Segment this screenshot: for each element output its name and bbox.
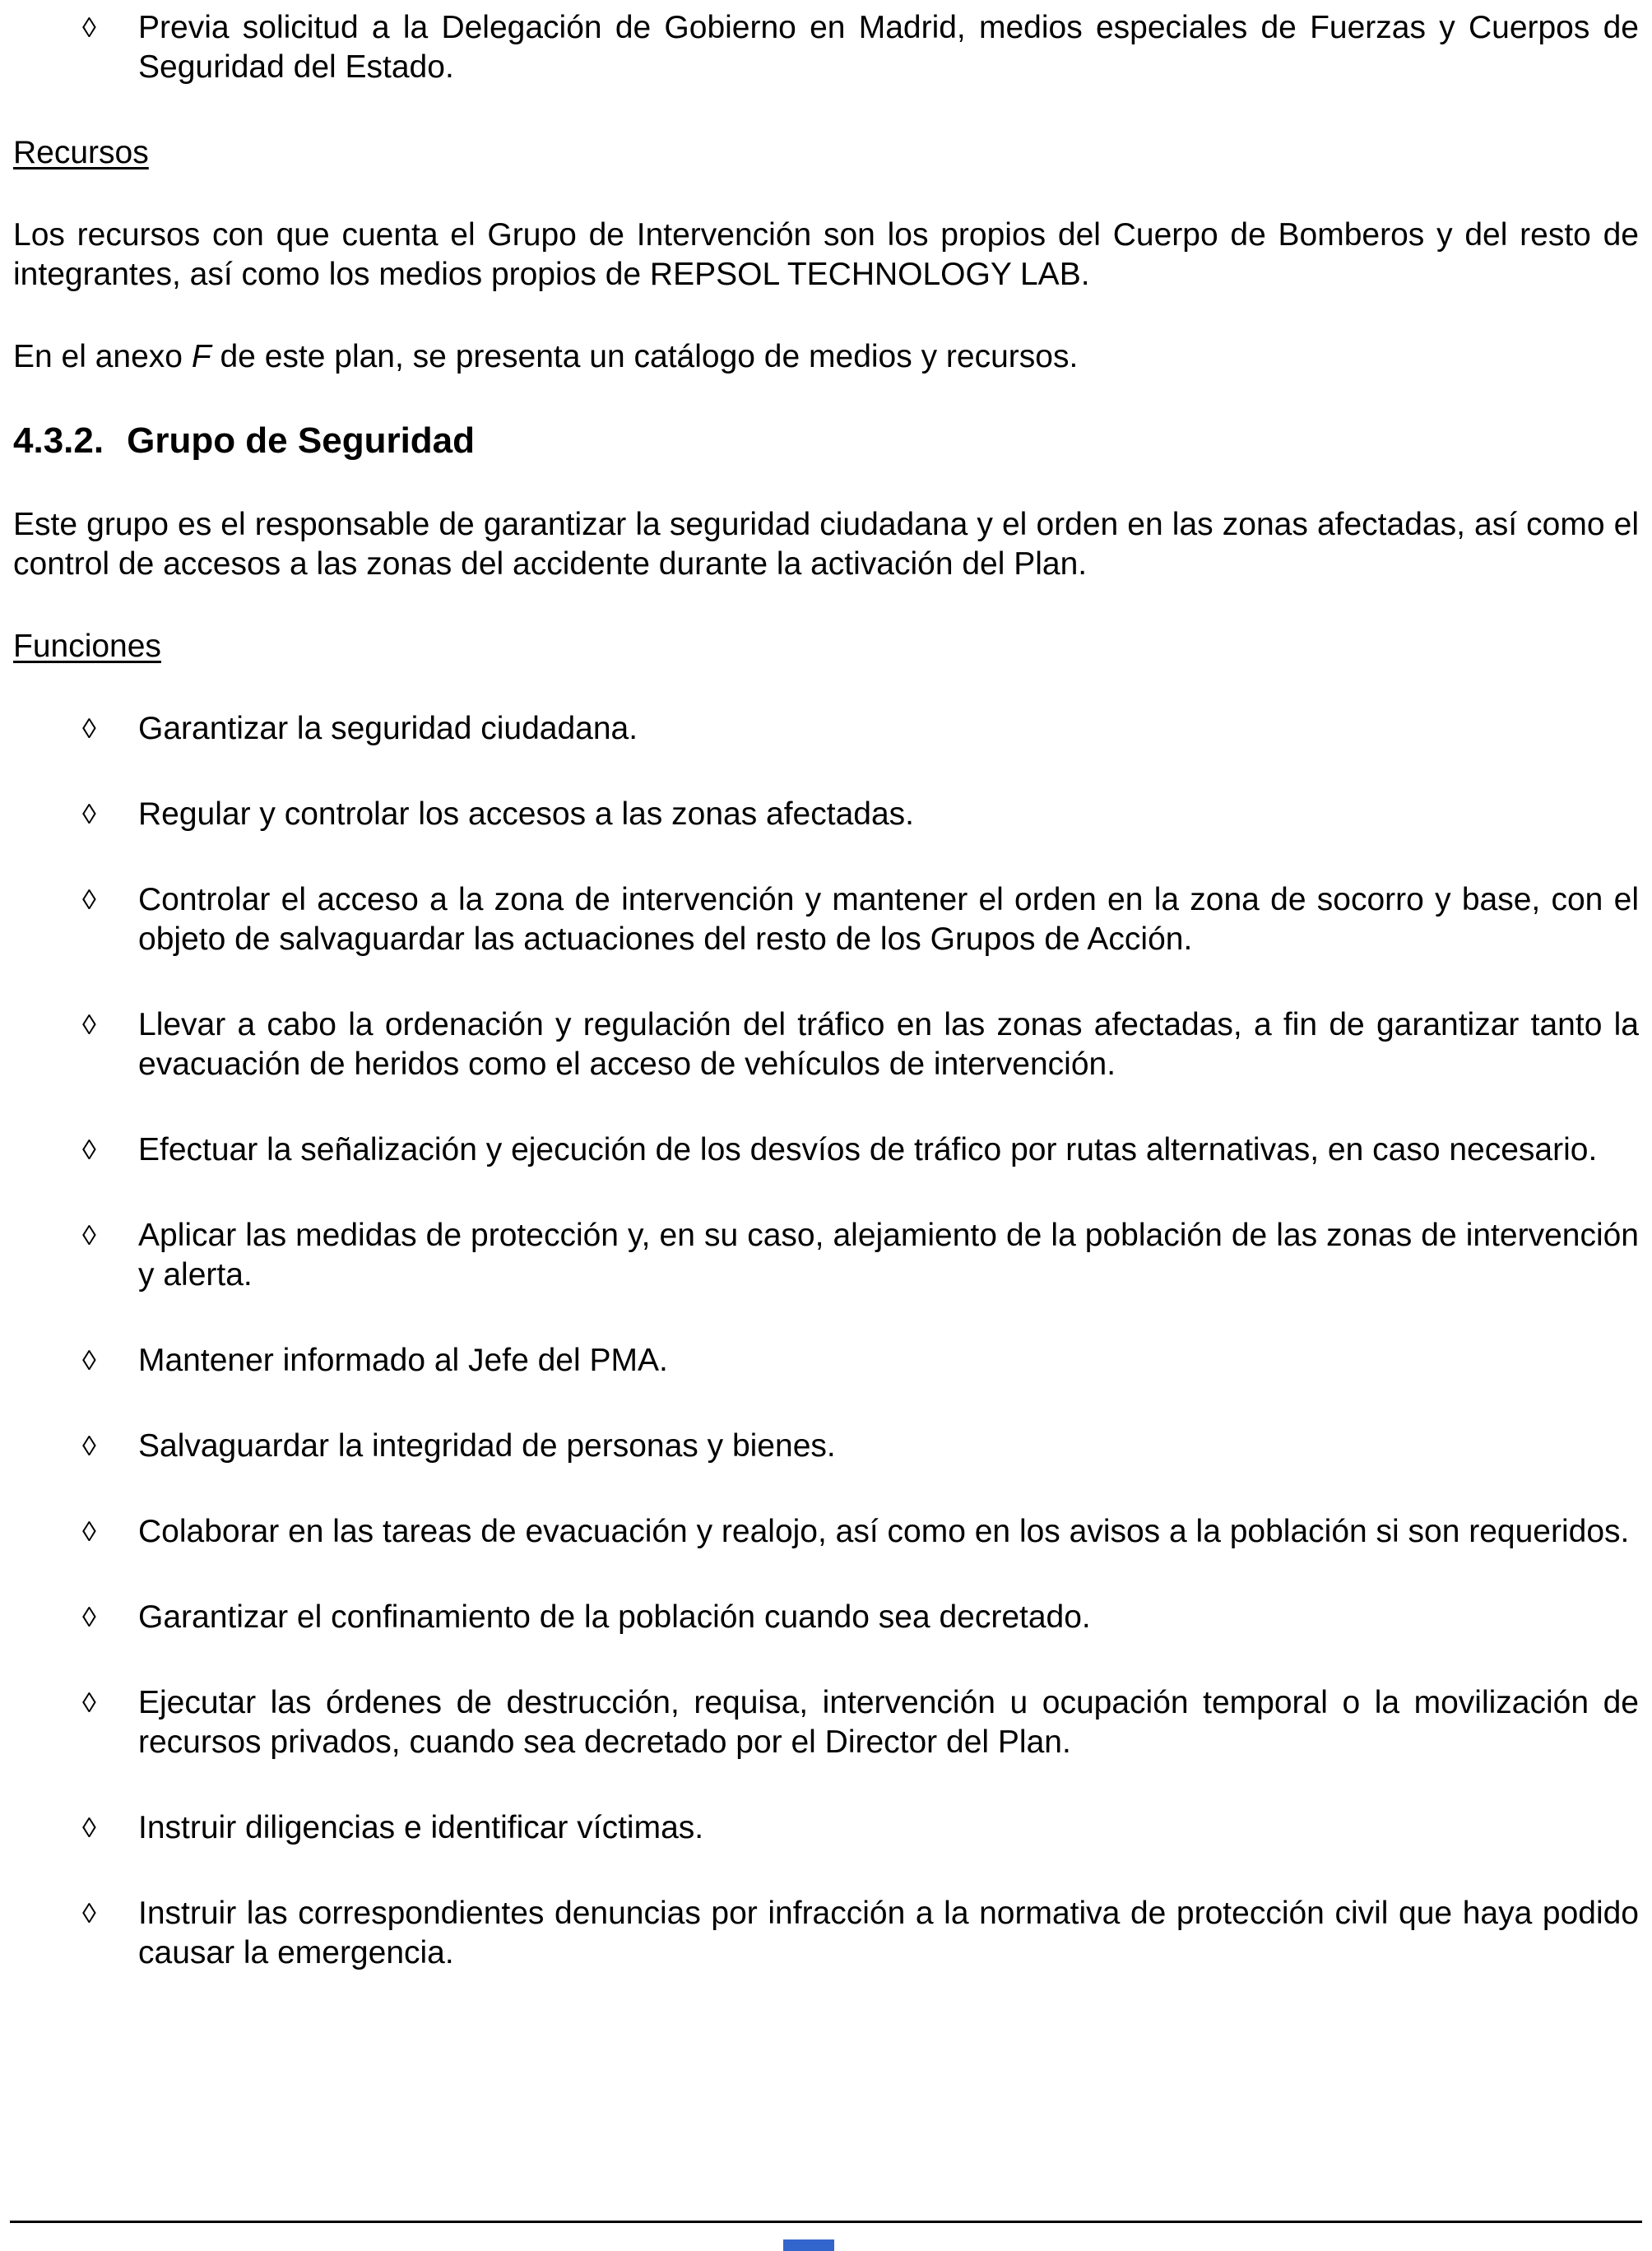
diamond-bullet-icon: ◊ (82, 1009, 96, 1041)
funciones-item (13, 1130, 1639, 1170)
funciones-item-text: Garantizar el confinamiento de la población cuando sea decretado. (138, 1599, 1091, 1635)
funciones-item (13, 1808, 1639, 1848)
diamond-bullet-icon: ◊ (82, 1345, 96, 1376)
funciones-item-text: Colaborar en las tareas de evacuación y realojo, así como en los avisos a la población si son requeridos. (138, 1514, 1630, 1549)
funciones-item (13, 709, 1639, 749)
funciones-item-text: Instruir las correspondientes denuncias por infracción a la normativa de protección civil que haya podido causar la emergencia. (138, 1896, 1639, 1970)
footer-blue-mark (783, 2239, 834, 2251)
diamond-bullet-icon: ◊ (82, 1812, 96, 1844)
funciones-item (13, 1341, 1639, 1381)
funciones-item (13, 1512, 1639, 1552)
diamond-bullet-icon: ◊ (82, 884, 96, 916)
diamond-bullet-icon: ◊ (82, 1431, 96, 1462)
section-number: 4.3.2. (13, 420, 104, 461)
diamond-bullet-icon: ◊ (82, 1220, 96, 1251)
funciones-item-text: Llevar a cabo la ordenación y regulación del tráfico en las zonas afectadas, a fin de garantizar tanto la evacuación de heridos como el acceso de vehículos de intervención. (138, 1007, 1639, 1082)
funciones-item (13, 1598, 1639, 1637)
anexo-text-pre: En el anexo (13, 339, 192, 374)
funciones-heading: Funciones (13, 629, 161, 664)
funciones-item-text: Ejecutar las órdenes de destrucción, requisa, intervención u ocupación temporal o la movilización de recursos privados, cuando sea decretado por el Director del Plan. (138, 1685, 1639, 1760)
funciones-item-text: Regular y controlar los accesos a las zonas afectadas. (138, 796, 914, 832)
funciones-item (13, 1427, 1639, 1466)
funciones-item (13, 1683, 1639, 1762)
funciones-item-text: Mantener informado al Jefe del PMA. (138, 1343, 668, 1378)
funciones-item (13, 795, 1639, 834)
section-heading (13, 420, 1639, 462)
funciones-item-text: Aplicar las medidas de protección y, en su caso, alejamiento de la población de las zonas de intervención y alerta. (138, 1218, 1639, 1293)
diamond-bullet-icon: ◊ (82, 12, 96, 44)
funciones-item (13, 880, 1639, 959)
diamond-bullet-icon: ◊ (82, 1898, 96, 1929)
top-bullet-text: Previa solicitud a la Delegación de Gobierno en Madrid, medios especiales de Fuerzas y Cuerpos de Seguridad del Estado. (138, 10, 1639, 85)
diamond-bullet-icon: ◊ (82, 713, 96, 745)
top-bullet-item (13, 8, 1639, 87)
paragraph-anexo (13, 337, 1639, 377)
funciones-item-text: Controlar el acceso a la zona de intervención y mantener el orden en la zona de socorro y base, con el objeto de salvaguardar las actuaciones del resto de los Grupos de Acción. (138, 882, 1639, 957)
footer-divider (10, 2221, 1642, 2223)
paragraph-recursos: Los recursos con que cuenta el Grupo de Intervención son los propios del Cuerpo de Bomberos y del resto de integrantes, así como los medios propios de REPSOL TECHNOLOGY LAB. (13, 217, 1639, 292)
anexo-letter-italic: F (191, 339, 211, 374)
funciones-item-text: Salvaguardar la integridad de personas y bienes. (138, 1428, 836, 1464)
funciones-item-text: Efectuar la señalización y ejecución de los desvíos de tráfico por rutas alternativas, en caso necesario. (138, 1132, 1598, 1167)
funciones-item (13, 1216, 1639, 1295)
diamond-bullet-icon: ◊ (82, 1135, 96, 1166)
recursos-heading: Recursos (13, 135, 149, 170)
funciones-item (13, 1005, 1639, 1084)
funciones-item-text: Instruir diligencias e identificar víctimas. (138, 1810, 704, 1845)
anexo-text-post: de este plan, se presenta un catálogo de medios y recursos. (211, 339, 1079, 374)
diamond-bullet-icon: ◊ (82, 1602, 96, 1633)
diamond-bullet-icon: ◊ (82, 1516, 96, 1548)
section-title: Grupo de Seguridad (127, 420, 476, 461)
diamond-bullet-icon: ◊ (82, 799, 96, 830)
paragraph-section-intro: Este grupo es el responsable de garantizar la seguridad ciudadana y el orden en las zonas afectadas, así como el control de accesos a las zonas del accidente durante la activación del Plan. (13, 507, 1639, 582)
funciones-item-text: Garantizar la seguridad ciudadana. (138, 711, 638, 746)
diamond-bullet-icon: ◊ (82, 1687, 96, 1719)
funciones-item (13, 1894, 1639, 1973)
